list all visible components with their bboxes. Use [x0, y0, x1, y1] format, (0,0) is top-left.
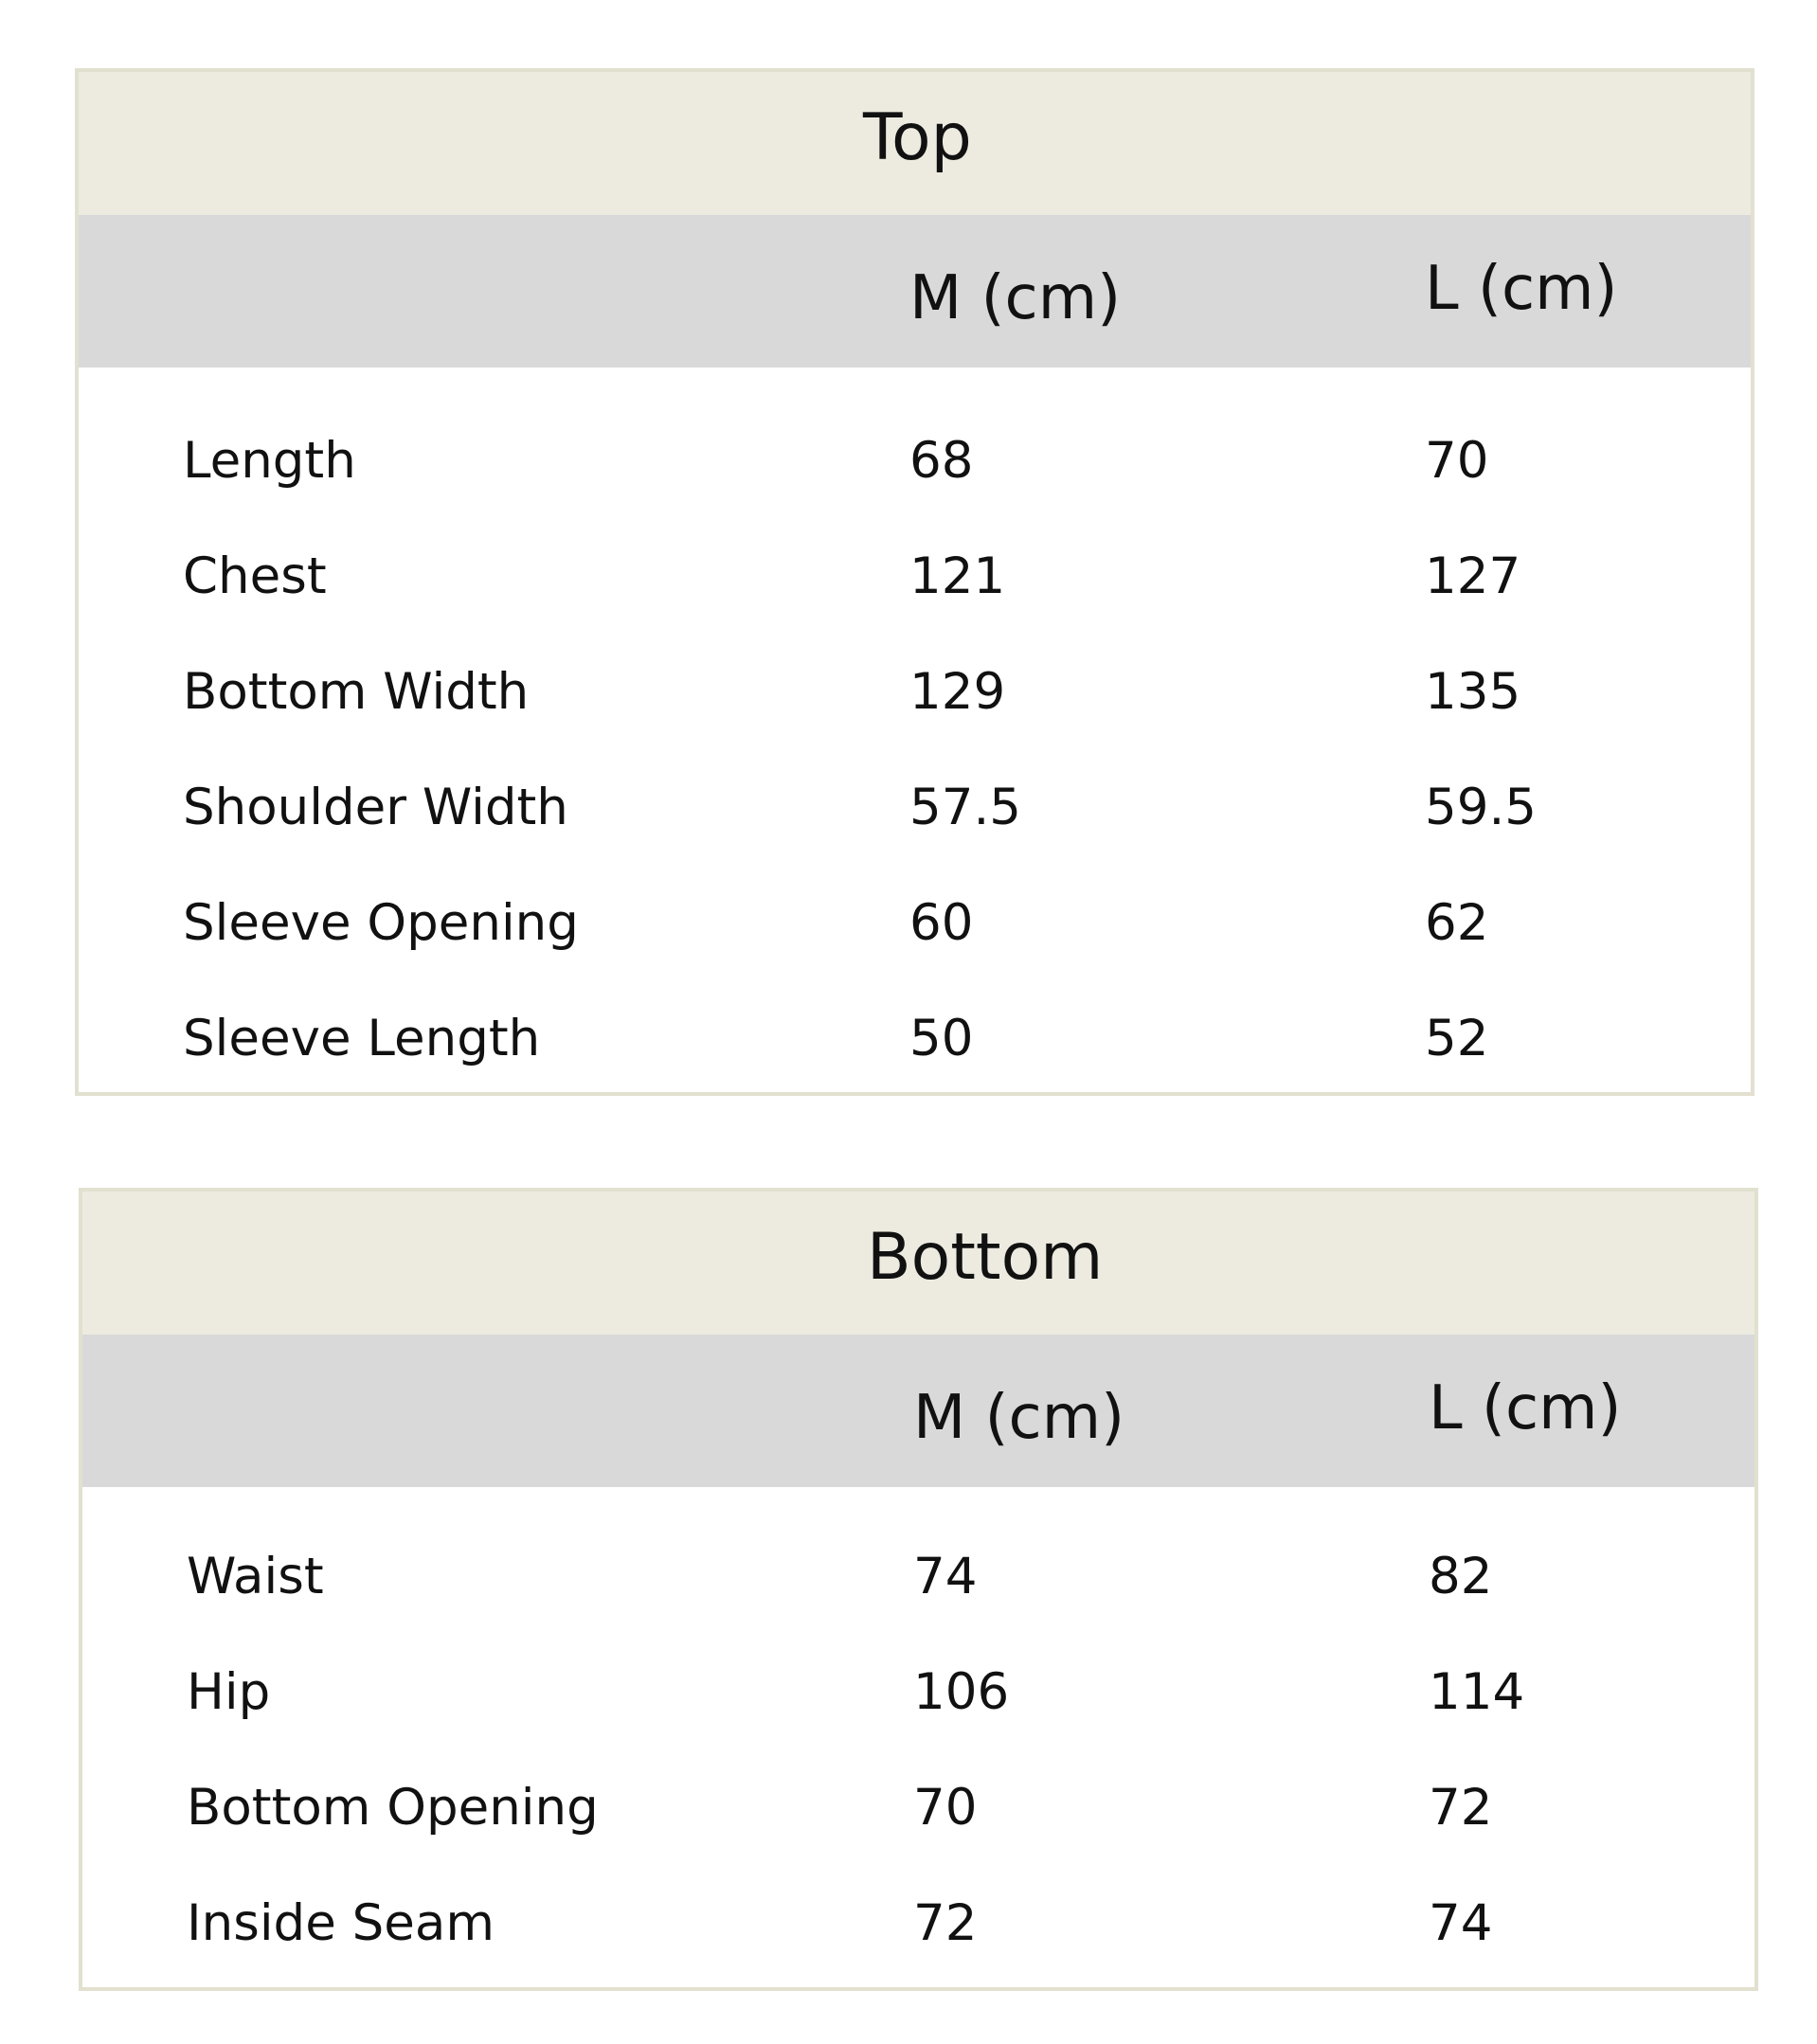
column-header-m: M (cm) — [909, 263, 1122, 333]
value-l: 72 — [1429, 1779, 1493, 1837]
value-m: 129 — [909, 663, 1006, 721]
value-l: 52 — [1425, 1010, 1489, 1067]
table-row — [82, 1750, 1754, 1866]
value-m: 68 — [909, 432, 974, 490]
table-row — [79, 403, 1751, 519]
value-l: 127 — [1425, 547, 1521, 605]
value-m: 60 — [909, 894, 974, 952]
value-l: 70 — [1425, 432, 1489, 490]
table-row — [79, 519, 1751, 635]
table-row — [82, 1519, 1754, 1635]
measure-label: Hip — [187, 1663, 271, 1721]
measure-label: Chest — [183, 547, 327, 605]
value-m: 121 — [909, 547, 1006, 605]
table-row — [79, 981, 1751, 1097]
value-l: 135 — [1425, 663, 1521, 721]
table-row — [79, 635, 1751, 750]
measure-label: Inside Seam — [187, 1894, 495, 1952]
value-m: 72 — [913, 1894, 978, 1952]
value-l: 74 — [1429, 1894, 1493, 1952]
column-header-l: L (cm) — [1429, 1373, 1622, 1443]
value-m: 74 — [913, 1548, 978, 1605]
value-l: 59.5 — [1425, 779, 1538, 836]
table-title: Bottom — [867, 1220, 1104, 1295]
measure-label: Length — [183, 432, 356, 490]
measure-label: Shoulder Width — [183, 779, 568, 836]
size-table-bottom — [79, 1188, 1758, 1991]
column-header-l: L (cm) — [1425, 254, 1618, 324]
measure-label: Sleeve Length — [183, 1010, 541, 1067]
table-row — [79, 750, 1751, 866]
table-title: Top — [863, 100, 972, 175]
measure-label: Bottom Opening — [187, 1779, 599, 1837]
column-header-row — [82, 1335, 1754, 1487]
table-row — [82, 1866, 1754, 1981]
value-l: 62 — [1425, 894, 1489, 952]
table-title-band — [79, 72, 1751, 215]
measure-label: Sleeve Opening — [183, 894, 579, 952]
column-header-m: M (cm) — [913, 1383, 1125, 1453]
measure-label: Waist — [187, 1548, 324, 1605]
value-l: 82 — [1429, 1548, 1493, 1605]
table-title-band — [82, 1192, 1754, 1335]
size-table-top — [75, 68, 1754, 1096]
value-m: 57.5 — [909, 779, 1022, 836]
value-l: 114 — [1429, 1663, 1525, 1721]
value-m: 70 — [913, 1779, 978, 1837]
value-m: 106 — [913, 1663, 1010, 1721]
value-m: 50 — [909, 1010, 974, 1067]
measure-label: Bottom Width — [183, 663, 530, 721]
table-row — [79, 866, 1751, 981]
table-row — [82, 1635, 1754, 1750]
column-header-row — [79, 215, 1751, 368]
